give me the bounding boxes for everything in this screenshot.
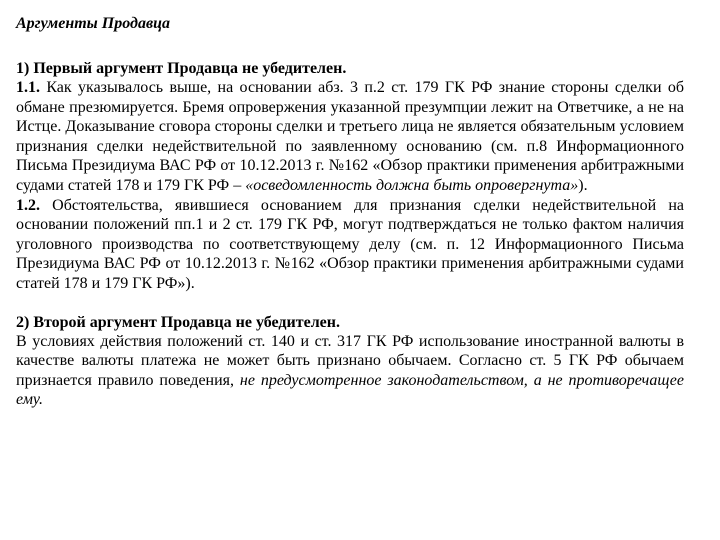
- paragraph-2-1-text: В условиях действия положений ст. 140 и ст. 317 ГК РФ использование иностранной валюты в качестве валюты платежа не может быть признано обычаем. Согласно ст. 5 ГК РФ обычаем признается правило поведения,: [16, 332, 684, 389]
- paragraph-1-2-text: Обстоятельства, явившиеся основанием для признания сделки недействительной на основании положений пп.1 и 2 ст. 179 ГК РФ, могут подтверждаться не только фактом наличия уголовного производства по соответствующему делу (см. п. 12 Информационного Письма Президиума ВАС РФ от 10.12.2013 г. №162 «Обзор практики применения арбитражными судами статей 178 и 179 ГК РФ»).: [16, 196, 684, 292]
- paragraph-2-1: [16, 332, 684, 410]
- paragraph-2-1-italic: не предусмотренное законодательством, а не противоречащее ему.: [16, 371, 684, 409]
- paragraph-1-1-end: ).: [578, 176, 588, 194]
- document-page: [16, 14, 684, 410]
- paragraph-1-1-quote: «осведомленность должна быть опровергнута»: [245, 176, 579, 194]
- section-2-title: 2) Второй аргумент Продавца не убедителен.: [16, 313, 340, 331]
- paragraph-1-1-text: Как указывалось выше, на основании абз. 3 п.2 ст. 179 ГК РФ знание стороны сделки об обмане презюмируется. Бремя опровержения указанной презумпции лежит на Ответчике, а не на Истце. Доказывание сговора стороны сделки и третьего лица не является обязательным условием признания сделки недействительной по заявленному основанию (см. п.8 Информационного Письма Президиума ВАС РФ от 10.12.2013 г. №162 «Обзор практики применения арбитражными судами статей 178 и 179 ГК РФ –: [16, 79, 684, 194]
- section-gap: [16, 294, 684, 313]
- section-1-title: 1) Первый аргумент Продавца не убедителен.: [16, 60, 347, 77]
- document-heading: Аргументы Продавца: [16, 15, 170, 32]
- paragraph-1-1: [16, 78, 684, 196]
- paragraph-1-1-number: 1.1.: [16, 79, 40, 96]
- paragraph-1-2-number: 1.2.: [16, 196, 40, 214]
- paragraph-1-2: [16, 196, 684, 294]
